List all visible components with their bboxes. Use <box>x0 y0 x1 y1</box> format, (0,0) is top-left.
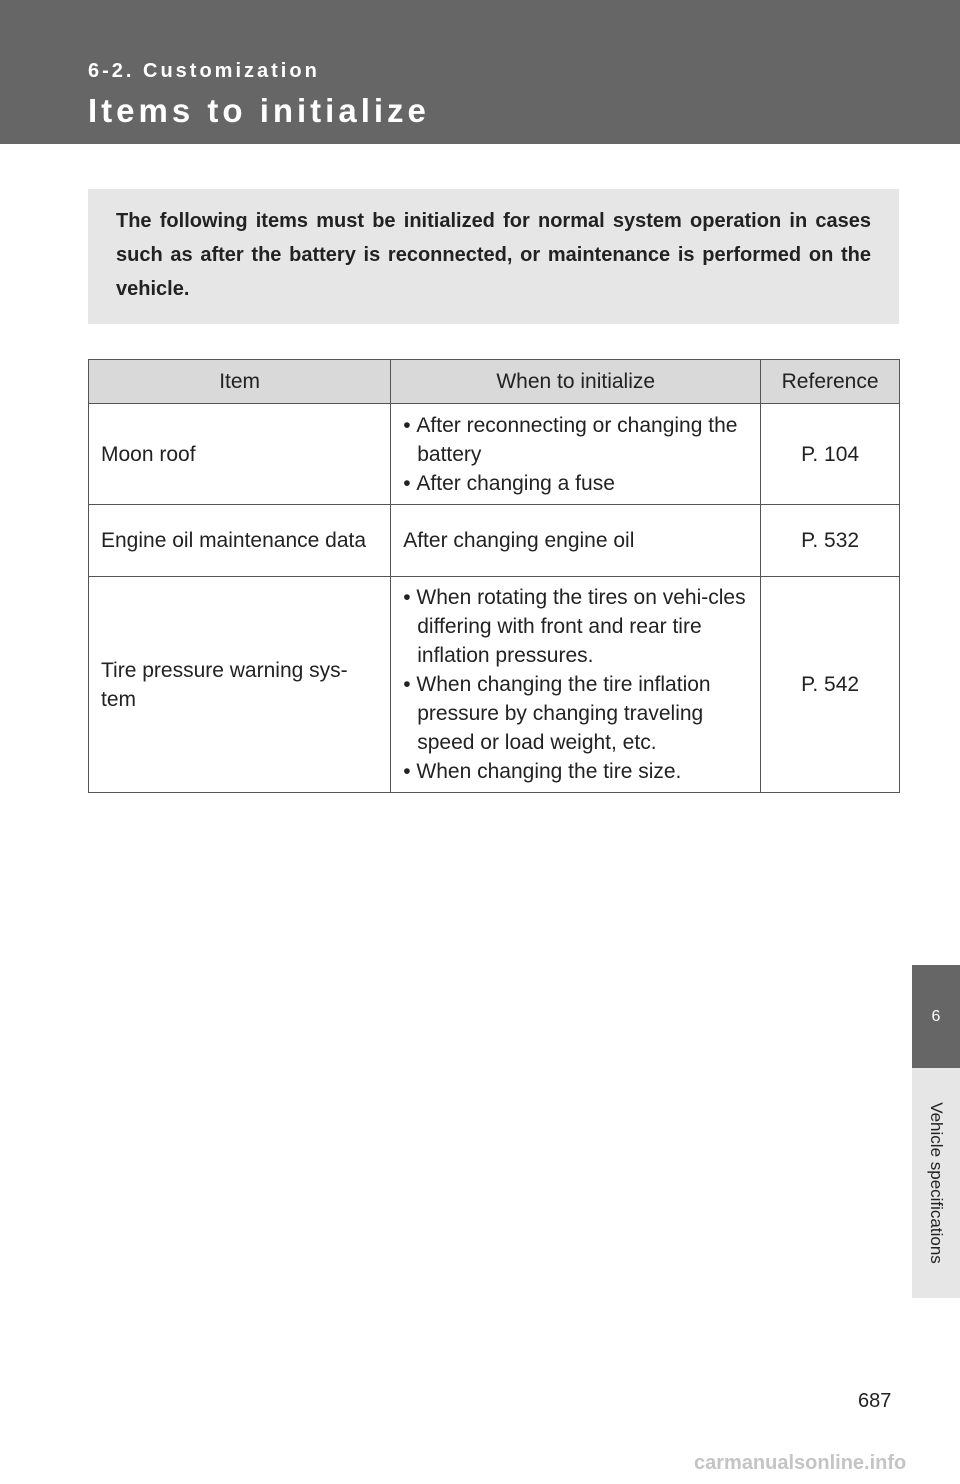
cell-reference: P. 532 <box>761 505 900 577</box>
cell-reference: P. 104 <box>761 404 900 505</box>
when-bullet: • After changing a fuse <box>403 469 748 498</box>
cell-when <box>391 577 761 793</box>
section-label: 6-2. Customization <box>88 60 320 82</box>
page-title: Items to initialize <box>88 92 430 129</box>
intro-text: The following items must be initialized for normal system operation in cases such as after the battery is reconnected, or maintenance is performed on the vehicle. <box>116 210 871 300</box>
chapter-tab-text: Vehicle specifications <box>927 1102 946 1264</box>
table-row <box>89 577 900 793</box>
intro-box <box>88 189 899 324</box>
cell-item: Tire pressure warning sys-tem <box>89 577 391 793</box>
chapter-tab-label[interactable] <box>912 1068 960 1298</box>
cell-when <box>391 404 761 505</box>
chapter-tab-number[interactable]: 6 <box>912 965 960 1068</box>
initialize-table <box>88 359 900 793</box>
table-header-row <box>89 360 900 404</box>
cell-item: Moon roof <box>89 404 391 505</box>
page-number: 687 <box>858 1390 892 1412</box>
cell-item: Engine oil maintenance data <box>89 505 391 577</box>
table-row <box>89 404 900 505</box>
when-bullet: • When changing the tire size. <box>403 757 748 786</box>
when-bullet: • When changing the tire inflation pressure by changing traveling speed or load weight, etc. <box>403 670 748 757</box>
cell-when: After changing engine oil <box>391 505 761 577</box>
when-bullet: • When rotating the tires on vehi-cles differing with front and rear tire inflation pressures. <box>403 583 748 670</box>
column-header-reference: Reference <box>761 360 900 404</box>
page-header <box>0 0 960 144</box>
when-bullet: • After reconnecting or changing the battery <box>403 411 748 469</box>
column-header-item: Item <box>89 360 391 404</box>
table-row <box>89 505 900 577</box>
cell-reference: P. 542 <box>761 577 900 793</box>
column-header-when: When to initialize <box>391 360 761 404</box>
watermark: carmanualsonline.info <box>694 1452 907 1474</box>
